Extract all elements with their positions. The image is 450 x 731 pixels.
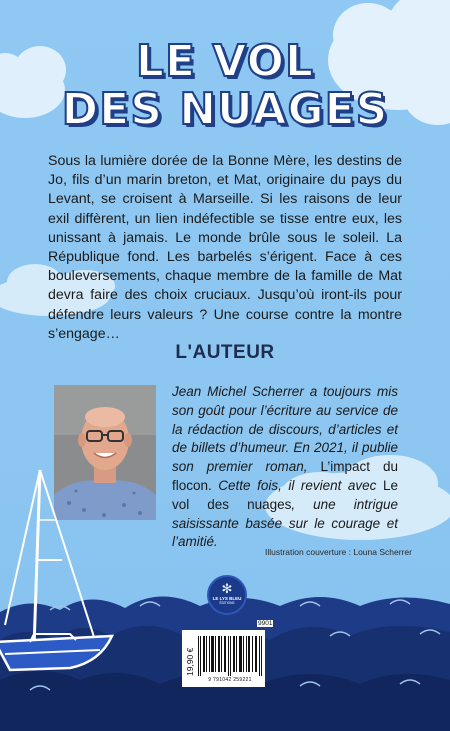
author-heading: L'AUTEUR	[175, 342, 275, 363]
bio-part-2: Cette fois, il revient avec	[211, 477, 383, 493]
title-line-2: DES NUAGES	[61, 84, 389, 135]
title-line-1: LE VOL	[135, 36, 315, 87]
bio-book-2: Le vol des nuages	[172, 477, 398, 512]
isbn-number: 9 791042 259221	[208, 677, 252, 683]
lys-star-icon: ✻	[221, 581, 233, 596]
illustration-credit: Illustration couverture : Louna Scherrer	[265, 547, 412, 557]
publisher-logo	[207, 575, 247, 615]
publisher-name: LE LYS BLEU	[212, 596, 242, 601]
price-label: 19,90 €	[185, 647, 195, 677]
bio-part-3: , une intrigue saisissante basée sur le courage et l’amitié.	[172, 496, 398, 550]
product-code: 9901	[258, 620, 273, 627]
book-blurb: Sous la lumière dorée de la Bonne Mère, les destins de Jo, fils d’un marin breton, et Mat, originaire du pays du Levant, se croisent à Marseille. Si les raisons de leur exil diffèrent, un lien indéfectible se tisse entre eux, les unissant à jamais. Le monde brûle sous le soleil. La République fond. Les barbelés s’érigent. Face à ces bouleversements, chaque membre de la famille de Mat devra faire des choix cruciaux. Jusqu’où iront-ils pour défendre leurs valeurs ? Une course contre la montre s’engage…	[48, 153, 402, 342]
bio-part-1: Jean Michel Scherrer a toujours mis son goût pour l’écriture au service de la rédaction de discours, d’articles et de billets d’humeur. En 2021, il publie son premier roman,	[172, 384, 398, 475]
barcode-icon	[198, 636, 262, 676]
sailboat-icon	[0, 470, 112, 670]
bio-book-1: L’impact du flocon.	[172, 459, 399, 493]
publisher-sub: ÉDITIONS	[219, 601, 235, 605]
